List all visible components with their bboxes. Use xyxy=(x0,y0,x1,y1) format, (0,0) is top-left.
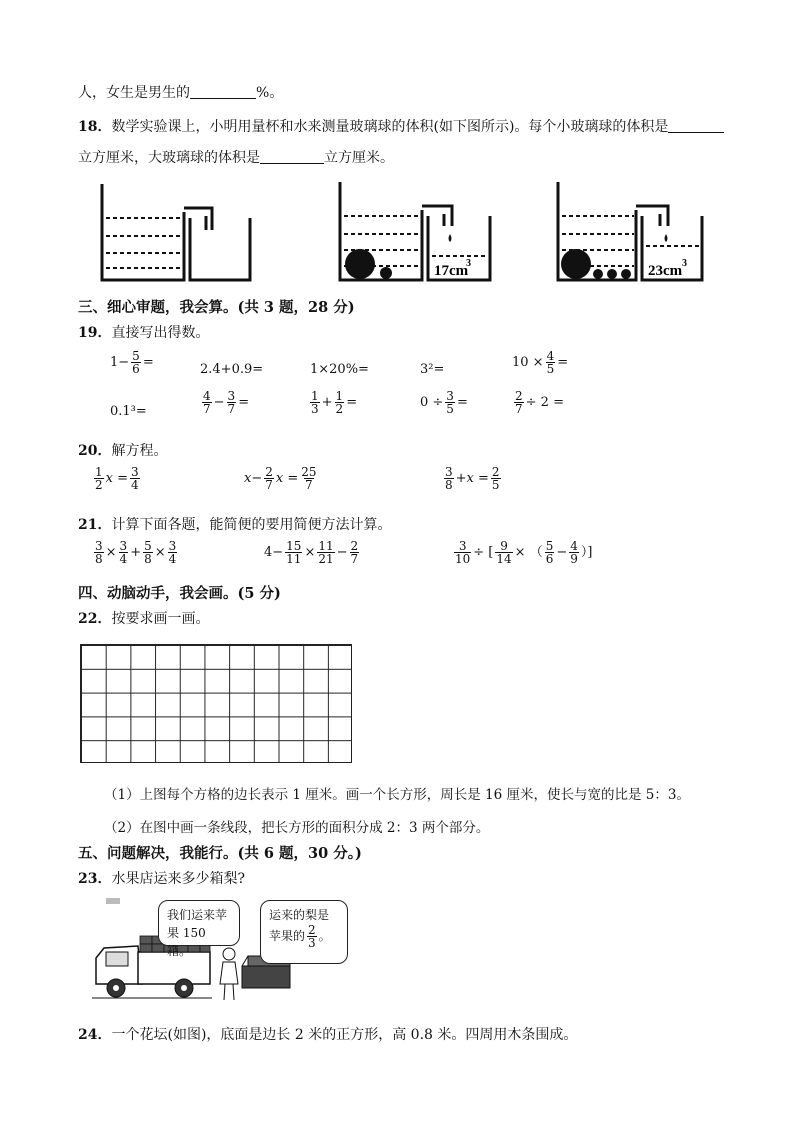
volume-label-b: 17cm xyxy=(434,263,469,279)
water-drop xyxy=(665,234,668,242)
drawing-grid[interactable] xyxy=(80,644,352,763)
calc-item: 3²= xyxy=(420,362,445,377)
calc-expression-1: $\frac{3}{8}$ × $\frac{3}{4}$ + $\frac{5}{8}$ × $\frac{3}{4}$ xyxy=(95,539,177,566)
section-4-title: 四、动脑动手，我会画。(5 分) xyxy=(78,585,281,602)
answer-blank[interactable] xyxy=(668,118,724,133)
calc-item: 2.4+0.9= xyxy=(200,362,264,377)
small-ball xyxy=(380,267,392,279)
calc-item: 10 × $\frac{4}{5}$ = xyxy=(512,349,569,376)
answer-blank[interactable] xyxy=(260,149,324,164)
small-ball xyxy=(593,269,603,279)
question-23: 23．水果店运来多少箱梨? xyxy=(78,871,245,887)
speech-bubble-apples: 我们运来苹果 150 箱。 xyxy=(158,900,240,946)
calc-expression-2: 4− $\frac{15}{11}$ × $\frac{11}{21}$ − $\frac{2}{7}$ xyxy=(264,539,359,566)
calc-item: $\frac{4}{7}$ − $\frac{3}{7}$ = xyxy=(203,389,250,416)
beaker-figure xyxy=(96,178,716,286)
question-21: 21．计算下面各题，能简便的要用简便方法计算。 xyxy=(78,517,392,533)
question-19: 19．直接写出得数。 xyxy=(78,325,210,341)
speech-bubble-pears: 运来的梨是苹果的 $\frac{2}{3}$ 。 xyxy=(260,900,348,964)
question-20: 20．解方程。 xyxy=(78,443,168,459)
water-drop xyxy=(449,234,452,242)
volume-label-c: 23cm xyxy=(648,263,683,279)
question-18: 18．数学实验课上，小明用量杯和水来测量玻璃球的体积(如下图所示)。每个小玻璃球的体积是 xyxy=(78,116,724,136)
line-17-tail: 人，女生是男生的 %。 xyxy=(78,85,284,101)
big-ball xyxy=(561,249,591,279)
question-18-line2: 立方厘米，大玻璃球的体积是 立方厘米。 xyxy=(78,150,394,166)
q22-part-2: （2）在图中画一条线段，把长方形的面积分成 2：3 两个部分。 xyxy=(104,820,490,836)
calc-item: 0.1³= xyxy=(110,404,147,419)
calc-item: 1− $\frac{5}{6}$ = xyxy=(110,349,154,376)
q22-part-1: （1）上图每个方格的边长表示 1 厘米。画一个长方形，周长是 16 厘米，使长与宽的比是 5：3。 xyxy=(104,787,690,803)
calc-item: $\frac{2}{7}$ ÷ 2 = xyxy=(515,389,564,416)
volume-label-b-sup: 3 xyxy=(466,258,471,269)
section-5-title: 五、问题解决，我能行。(共 6 题，30 分。) xyxy=(78,845,362,862)
big-ball xyxy=(345,249,375,279)
small-ball xyxy=(607,269,617,279)
calc-expression-3: $\frac{3}{10}$ ÷ [ $\frac{9}{14}$ × （ $\frac{5}{6}$ − $\frac{4}{9}$ ）] xyxy=(455,539,593,566)
question-24: 24．一个花坛(如图)，底面是边长 2 米的正方形，高 0.8 米。四周用木条围成。 xyxy=(78,1027,578,1043)
small-ball xyxy=(621,269,631,279)
calc-item: $\frac{1}{3}$ + $\frac{1}{2}$ = xyxy=(311,389,358,416)
calc-item: 1×20%= xyxy=(310,362,369,377)
question-22: 22．按要求画一画。 xyxy=(78,611,210,627)
beaker-a xyxy=(102,184,250,280)
answer-blank[interactable] xyxy=(190,84,256,99)
section-3-title: 三、细心审题，我会算。(共 3 题，28 分) xyxy=(78,299,355,316)
volume-label-c-sup: 3 xyxy=(682,258,687,269)
equation-3: $\frac{3}{8}$ +x = $\frac{2}{5}$ xyxy=(445,465,500,492)
equation-2: x− $\frac{2}{7}$ x = $\frac{25}{7}$ xyxy=(244,465,317,492)
equation-1: $\frac{1}{2}$ x = $\frac{3}{4}$ xyxy=(95,465,139,492)
calc-item: 0 ÷ $\frac{3}{5}$ = xyxy=(420,389,468,416)
